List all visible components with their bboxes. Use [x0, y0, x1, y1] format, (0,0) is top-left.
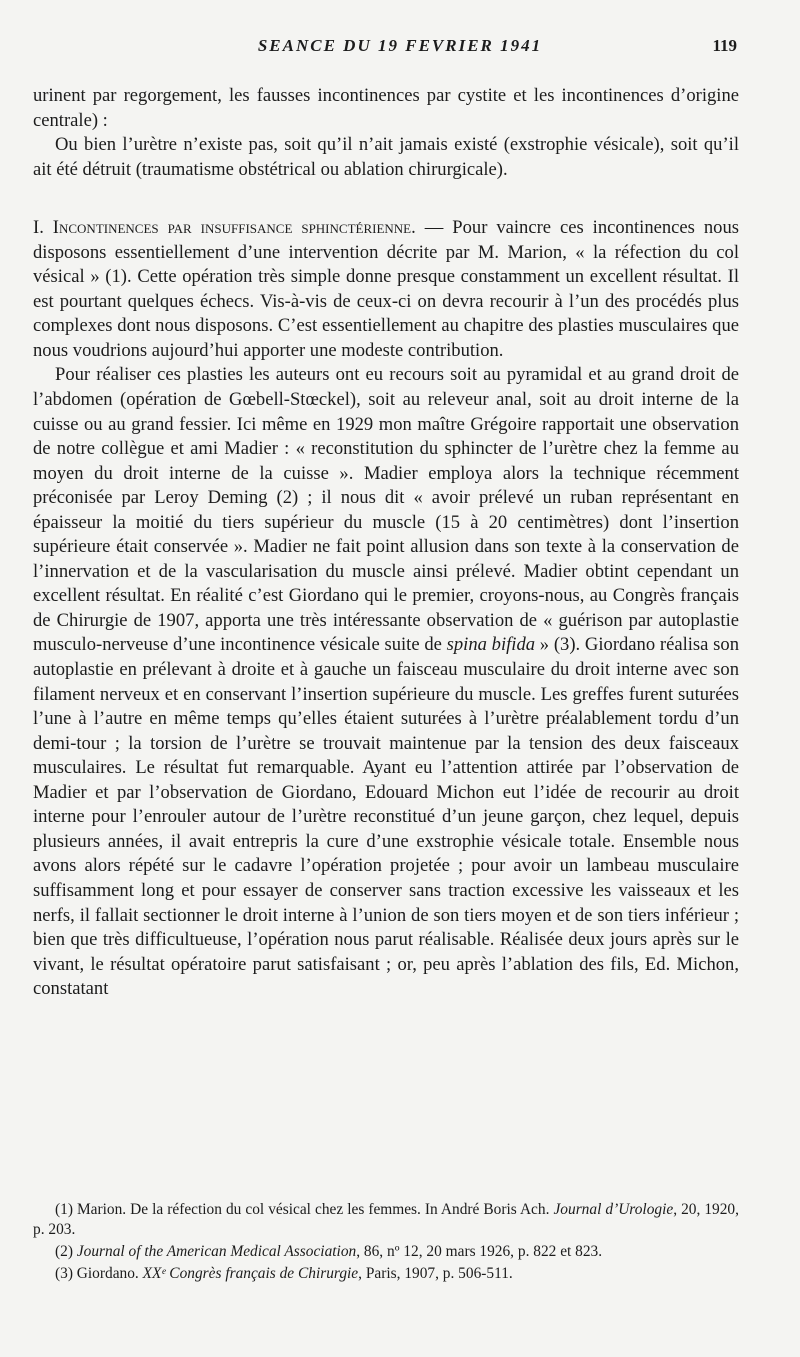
paragraph-text: » (3). Giordano réalisa son autoplastie en prélevant à droite et à gauche un faisceau musculaire du droit interne avec son filament nerveux et en conservant l’insertion supérieure du muscle. Les greffes furent suturées l’une à l’autre en même temps qu’elles étaient suturées à l’urètre préalablement tordu d’un demi-tour ; la torsion de l’urètre se trouvait maintenue par la tension des deux faisceaux musculaires. Le résultat fut remarquable. Ayant eu l’attention attirée par l’observation de Madier et par l’observation de Giordano, Edouard Michon eut l’idée de recourir au droit interne pour l’enrouler autour de l’urètre reconstitué d’un jeune garçon, chez lequel, depuis plusieurs années, il avait entrepris la cure d’une exstrophie vésicale totale. Ensemble nous avons alors répété sur le cadavre l’opération projetée ; pour avoir un lambeau musculaire suffisamment long et pour essayer de conserver sans traction excessive les vaisseaux et les nerfs, il fallait sectionner le droit interne à l’union de son tiers moyen et de son tiers inférieur ; bien que très difficultueuse, l’opération nous parut réalisable. Réalisée deux jours après sur le vivant, le résultat opératoire parut satisfaisant ; or, peu après l’ablation des fils, Ed. Michon, constatant	[33, 634, 739, 1000]
footnotes	[33, 1200, 739, 1284]
italic-term: spina bifida	[446, 634, 536, 656]
footnote-text: , 20, 1920, p. 203.	[33, 1201, 739, 1238]
footnote-journal: Journal of the American Medical Association	[76, 1243, 357, 1260]
paragraph	[33, 363, 739, 1001]
section-paragraph	[33, 216, 739, 363]
running-title: SEANCE DU 19 FEVRIER 1941	[257, 36, 543, 55]
footnote-text: , Paris, 1907, p. 506-511.	[358, 1265, 513, 1282]
paragraph-text: Pour réaliser ces plasties les auteurs ont eu recours soit au pyramidal et au grand droit de l’abdomen (opération de Gœbell-Stœckel), soit au releveur anal, soit au droit interne de la cuisse ou au grand fessier. Ici même en 1929 mon maître Grégoire rapportait une observation de notre collègue et ami Madier : « reconstitution du sphincter de l’urètre chez la femme au moyen du droit interne de la cuisse ». Madier employa alors la technique récemment préconisée par Leroy Deming (2) ; il nous dit « avoir prélevé un ruban représentant en épaisseur la moitié du tiers supérieur du muscle (15 à 20 centimètres) dont l’insertion supérieure était conservée ». Madier ne fait point allusion dans son texte à la conservation de l’innervation et de la vascularisation du muscle ainsi prélevé. Madier obtint cependant un excellent résultat. En réalité c’est Giordano qui le premier, croyons-nous, au Congrès français de Chirurgie de 1907, apporta une très intéressante observation de « guérison par autoplastie musculo-nerveuse d’une incontinence vésicale suite de	[33, 364, 739, 656]
footnote-text: (2)	[55, 1243, 77, 1260]
footnote-journal: XXᵉ Congrès français de Chirurgie	[142, 1265, 359, 1282]
paragraph: Ou bien l’urètre n’existe pas, soit qu’il n’ait jamais existé (exstrophie vésicale), soit qu’il ait été détruit (traumatisme obstétrical ou ablation chirurgicale).	[33, 134, 739, 180]
footnote-text: (3) Giordano.	[55, 1265, 143, 1282]
paragraph-text: — Pour vaincre ces incontinences nous disposons essentiellement d’une intervention décrite par M. Marion, « la réfection du col vésical » (1). Cette opération très simple donne presque constamment un excellent résultat. Il est pourtant quelques échecs. Vis-à-vis de ceux-ci on devra recourir à l’un des procédés plus complexes dont nous disposons. C’est essentiellement au chapitre des plasties musculaires que nous voudrions aujourd’hui apporter une modeste contribution.	[33, 217, 739, 361]
footnote-2	[33, 1242, 739, 1262]
page-header	[0, 36, 800, 60]
footnote-journal: Journal d’Urologie	[553, 1201, 674, 1218]
footnote-text: (1) Marion. De la réfection du col vésical chez les femmes. In André Boris Ach.	[55, 1201, 554, 1218]
paragraph: urinent par regorgement, les fausses incontinences par cystite et les incontinences d’origine centrale) :	[33, 85, 739, 131]
footnote-3	[33, 1264, 739, 1284]
footnote-1	[33, 1200, 739, 1240]
body-text	[33, 84, 739, 1002]
page-number: 119	[712, 36, 737, 55]
section-heading: I. Incontinences par insuffisance sphinctérienne.	[33, 217, 416, 239]
footnote-text: , 86, nº 12, 20 mars 1926, p. 822 et 823.	[356, 1243, 603, 1260]
